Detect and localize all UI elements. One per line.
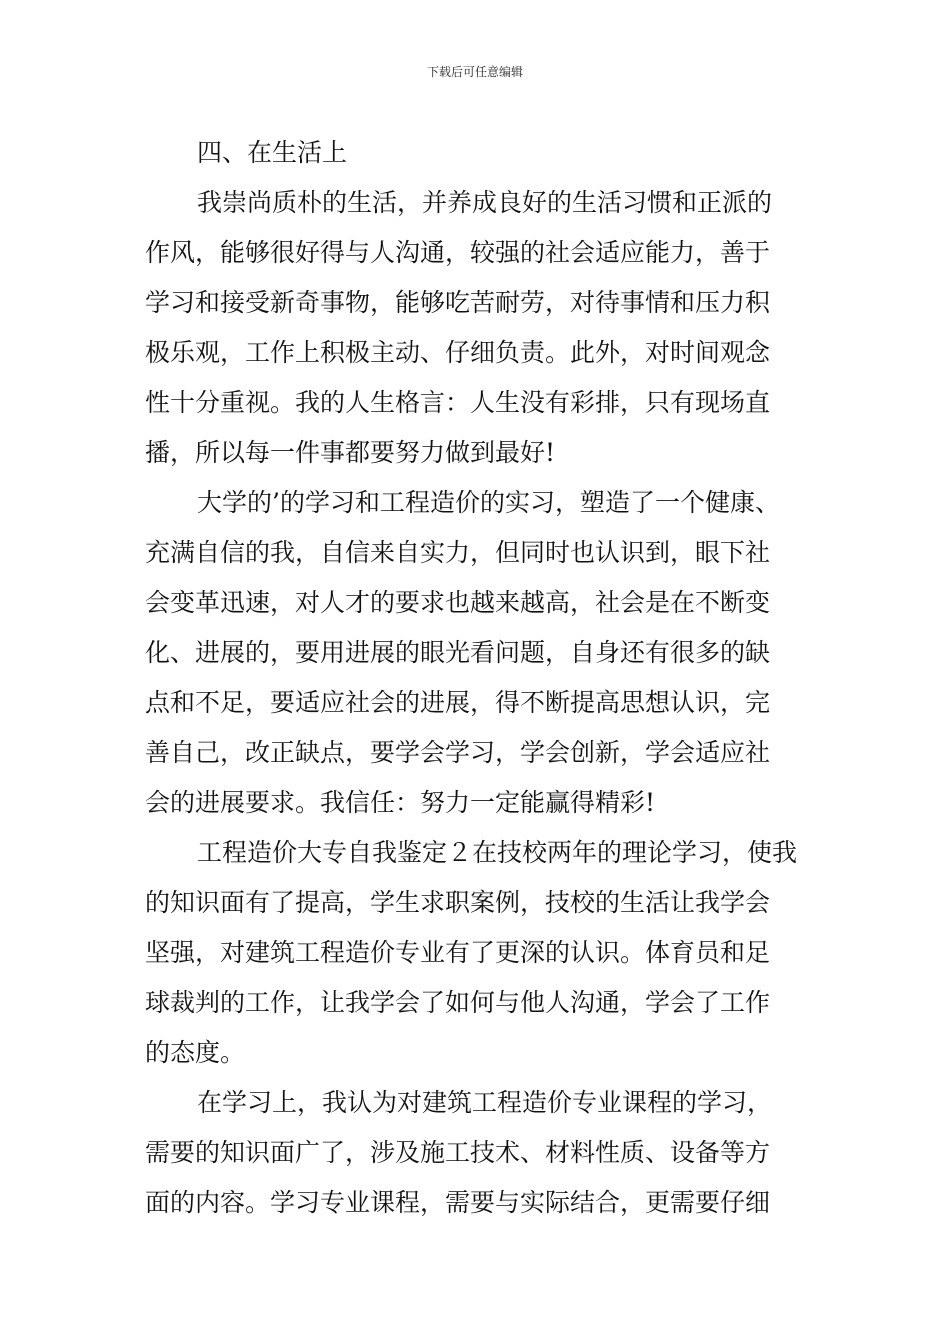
paragraph xyxy=(145,1078,807,1228)
text-line: 极乐观，工作上积极主动、仔细负责。此外，对时间观念 xyxy=(145,338,771,367)
paragraph xyxy=(145,478,807,828)
text-line: 工程造价大专自我鉴定２在技校两年的理论学习，使我 xyxy=(197,838,798,867)
text-line: 化、进展的，要用进展的眼光看问题，自身还有很多的缺 xyxy=(145,638,771,667)
paragraph xyxy=(145,178,807,478)
paragraph-list xyxy=(145,178,807,1228)
page-header: 下载后可任意编辑 xyxy=(426,65,523,79)
text-line: 点和不足，要适应社会的进展，得不断提高思想认识，完 xyxy=(145,688,771,717)
paragraph xyxy=(145,828,807,1078)
document-body xyxy=(145,128,807,1228)
section-heading: 四、在生活上 xyxy=(197,138,348,167)
text-line: 播，所以每一件事都要努力做到最好! xyxy=(145,438,556,467)
text-line: 的知识面有了提高，学生求职案例，技校的生活让我学会 xyxy=(145,888,771,917)
text-line: 性十分重视。我的人生格言：人生没有彩排，只有现场直 xyxy=(145,388,771,417)
text-line: 面的内容。学习专业课程，需要与实际结合，更需要仔细 xyxy=(145,1188,771,1217)
text-line: 作风，能够很好得与人沟通，较强的社会适应能力，善于 xyxy=(145,238,771,267)
text-line: 善自己，改正缺点，要学会学习，学会创新，学会适应社 xyxy=(145,738,771,767)
text-line: 需要的知识面广了，涉及施工技术、材料性质、设备等方 xyxy=(145,1138,771,1167)
text-line: 学习和接受新奇事物，能够吃苦耐劳，对待事情和压力积 xyxy=(145,288,771,317)
text-line: 充满自信的我，自信来自实力，但同时也认识到，眼下社 xyxy=(145,538,771,567)
text-line: 球裁判的工作，让我学会了如何与他人沟通，学会了工作 xyxy=(145,988,771,1017)
text-line: 大学的’的学习和工程造价的实习，塑造了一个健康、 xyxy=(197,488,780,517)
text-line: 我崇尚质朴的生活，并养成良好的生活习惯和正派的 xyxy=(197,188,773,217)
text-line: 会变革迅速，对人才的要求也越来越高，社会是在不断变 xyxy=(145,588,771,617)
text-line: 的态度。 xyxy=(145,1038,246,1067)
text-line: 坚强，对建筑工程造价专业有了更深的认识。体育员和足 xyxy=(145,938,771,967)
text-line: 会的进展要求。我信任：努力一定能赢得精彩! xyxy=(145,788,656,817)
text-line: 在学习上，我认为对建筑工程造价专业课程的学习， xyxy=(197,1088,773,1117)
